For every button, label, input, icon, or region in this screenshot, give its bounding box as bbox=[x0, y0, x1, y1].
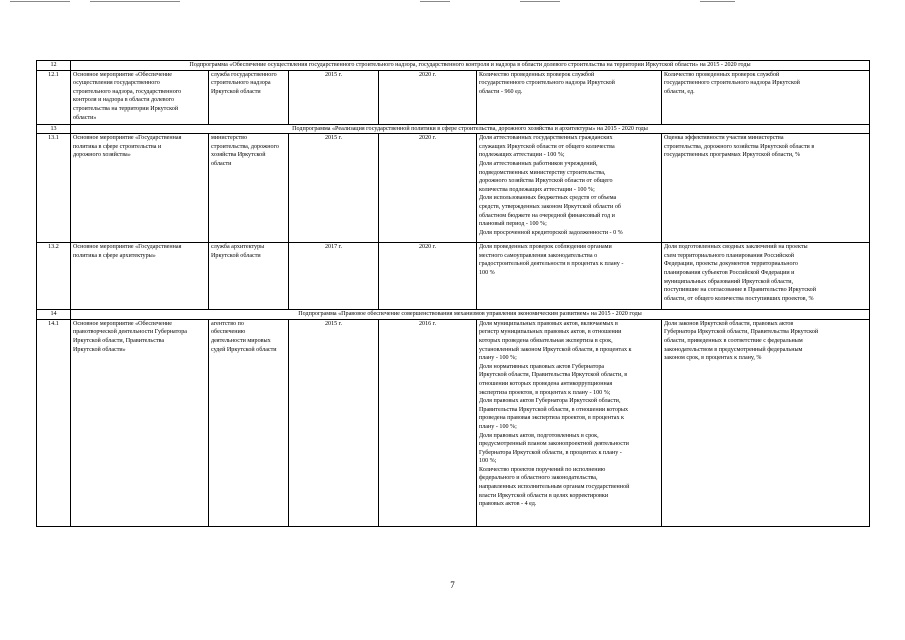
cell-text-line: поступившие на согласование в Правительство Иркутской bbox=[664, 287, 816, 294]
cell-text-line: 100 %; bbox=[479, 458, 497, 465]
cell-text-line: государственного строительного надзора Иркутской bbox=[479, 80, 615, 87]
cell-text-line: строительства, дорожного хозяйства Иркутской области в bbox=[664, 143, 815, 150]
end-year-cell: 2020 г. bbox=[379, 134, 477, 243]
cell-text-line: служба архитектуры bbox=[211, 244, 265, 251]
cell-text-line: направленных исполнительным органам государственной bbox=[479, 484, 630, 491]
cell-text-line: дорожного хозяйства» bbox=[73, 152, 131, 159]
expected-result-cell bbox=[477, 70, 662, 124]
expected-result-cell bbox=[477, 319, 662, 526]
cell-text-line: области» bbox=[73, 114, 97, 121]
cell-text-line: плану - 100 %; bbox=[479, 355, 517, 362]
start-year-cell: 2015 г. bbox=[289, 70, 379, 124]
cell-text-line: экспертиза проектов, в процентах к плану - 100 %; bbox=[479, 389, 611, 396]
row-number: 13.1 bbox=[37, 134, 71, 243]
end-year-cell: 2016 г. bbox=[379, 319, 477, 526]
end-year-cell: 2020 г. bbox=[379, 70, 477, 124]
subprogram-title: Подпрограмма «Правовое обеспечение совершенствования механизмов управления экономическим развитием» на 2015 - 2020 годы bbox=[71, 310, 870, 320]
cell-text-line: Количество проведенных проверок службой bbox=[664, 71, 780, 78]
cell-text-line: Иркутской области bbox=[211, 88, 261, 95]
section-row bbox=[37, 61, 870, 71]
cell-text-line: Доля проведенных проверок соблюдения органами bbox=[479, 244, 612, 251]
cell-text-line: областном бюджете на очередной финансовый год и bbox=[479, 212, 615, 219]
cell-text-line: Доля муниципальных правовых актов, включаемых в bbox=[479, 320, 618, 327]
cell-text-line: Иркутской области, Правительства Иркутской области, в bbox=[479, 372, 628, 379]
cell-text-line: Доля просроченной кредиторской задолженности - 0 % bbox=[479, 229, 623, 236]
cell-text-line: которых проведена обязательная экспертиза в срок, bbox=[479, 337, 613, 344]
executor-cell bbox=[209, 134, 289, 243]
cell-text-line: строительства, дорожного bbox=[211, 143, 279, 150]
cell-text-line: Доля аттестованных государственных гражданских bbox=[479, 135, 613, 142]
cell-text-line: строительного надзора bbox=[211, 80, 271, 87]
cell-text-line: осуществления государственного bbox=[73, 80, 160, 87]
cell-text-line: Доля использованных бюджетных средств от объема bbox=[479, 195, 617, 202]
cell-text-line: Доля правовых актов, подготовленных в срок, bbox=[479, 432, 599, 439]
section-row bbox=[37, 310, 870, 320]
cell-text-line: плановый период - 100 %; bbox=[479, 221, 547, 228]
table-row bbox=[37, 70, 870, 124]
cell-text-line: строительного надзора, государственного bbox=[73, 88, 182, 95]
start-year-cell: 2015 г. bbox=[289, 319, 379, 526]
executor-cell bbox=[209, 243, 289, 310]
cell-text-line: Основное мероприятие «Обеспечение bbox=[73, 71, 172, 78]
cell-text-line: Губернатора Иркутской области, Правительства Иркутской bbox=[664, 329, 819, 336]
cell-text-line: регистр муниципальных правовых актов, в отношении bbox=[479, 329, 622, 336]
cell-text-line: области - 960 ед. bbox=[479, 88, 523, 95]
cell-text-line: области bbox=[211, 160, 232, 167]
row-number: 13.2 bbox=[37, 243, 71, 310]
row-number: 12 bbox=[37, 61, 71, 71]
row-number: 14.1 bbox=[37, 319, 71, 526]
cell-text-line: проведена правовая экспертиза проектов, в процентах к bbox=[479, 415, 624, 422]
cell-text-line: служащих Иркутской области от общего количества bbox=[479, 143, 615, 150]
cell-text-line: Доля аттестованных работников учреждений, bbox=[479, 160, 598, 167]
cell-text-line: законом срок, в процентах к плану, % bbox=[664, 355, 762, 362]
section-row bbox=[37, 124, 870, 134]
expected-result-cell bbox=[477, 243, 662, 310]
table-row bbox=[37, 134, 870, 243]
cell-text-line: Основное мероприятие «Обеспечение bbox=[73, 320, 172, 327]
cell-text-line: строительства на территории Иркутской bbox=[73, 105, 179, 112]
cell-text-line: федерального и областного законодательства, bbox=[479, 475, 598, 482]
executor-cell bbox=[209, 319, 289, 526]
cell-text-line: Губернатора Иркутской области, в процентах к плану - bbox=[479, 449, 622, 456]
cell-text-line: правотворческой деятельности Губернатора bbox=[73, 329, 187, 336]
cell-text-line: установленный законом Иркутской области, в процентах к bbox=[479, 346, 632, 353]
cell-text-line: Доля подготовленных сводных заключений на проекты bbox=[664, 244, 808, 251]
indicator-cell bbox=[662, 134, 870, 243]
cell-text-line: государственного строительного надзора Иркутской bbox=[664, 80, 800, 87]
end-year-cell: 2020 г. bbox=[379, 243, 477, 310]
indicator-cell bbox=[662, 243, 870, 310]
scan-artifact-top bbox=[0, 0, 905, 4]
cell-text-line: судей Иркутской области bbox=[211, 346, 277, 353]
cell-text-line: контроля и надзора в области долевого bbox=[73, 97, 175, 104]
cell-text-line: политика в сфере архитектуры» bbox=[73, 252, 156, 259]
row-number: 13 bbox=[37, 124, 71, 134]
cell-text-line: градостроительной деятельности в процентах к плану - bbox=[479, 261, 624, 268]
activity-name-cell bbox=[71, 70, 209, 124]
subprogram-title: Подпрограмма «Обеспечение осуществления государственного строительного надзора, государственного контроля и надзора в области долевого строительства на территории Иркутской области» на 2015 - 2020 годы bbox=[71, 61, 870, 71]
cell-text-line: Правительства Иркутской области, в отношении которых bbox=[479, 406, 629, 413]
cell-text-line: дорожного хозяйства Иркутской области от общего bbox=[479, 178, 613, 185]
cell-text-line: области, ед. bbox=[664, 88, 695, 95]
start-year-cell: 2015 г. bbox=[289, 134, 379, 243]
cell-text-line: 100 % bbox=[479, 269, 495, 276]
start-year-cell: 2017 г. bbox=[289, 243, 379, 310]
cell-text-line: схем территориального планирования Российской bbox=[664, 252, 795, 259]
page-number: 7 bbox=[450, 580, 455, 590]
cell-text-line: Доля правовых актов Губернатора Иркутской области, bbox=[479, 398, 621, 405]
cell-text-line: Количество проведенных проверок службой bbox=[479, 71, 595, 78]
cell-text-line: Основное мероприятие «Государственная bbox=[73, 244, 182, 251]
cell-text-line: Федерации, проекты документов территориального bbox=[664, 261, 798, 268]
executor-cell bbox=[209, 70, 289, 124]
cell-text-line: Доля законов Иркутской области, правовых актов bbox=[664, 320, 794, 327]
cell-text-line: плану - 100 %; bbox=[479, 423, 517, 430]
cell-text-line: правовых актов - 4 ед. bbox=[479, 501, 537, 508]
program-table bbox=[36, 60, 870, 527]
activity-name-cell bbox=[71, 243, 209, 310]
cell-text-line: средств, утвержденных законом Иркутской области об bbox=[479, 203, 621, 210]
cell-text-line: области, от общего количества поступивших проектов, % bbox=[664, 295, 814, 302]
cell-text-line: местного самоуправления законодательства о bbox=[479, 252, 598, 259]
cell-text-line: Иркутской области bbox=[211, 252, 261, 259]
row-number: 12.1 bbox=[37, 70, 71, 124]
indicator-cell bbox=[662, 319, 870, 526]
cell-text-line: муниципальных образований Иркутской области, bbox=[664, 278, 794, 285]
cell-text-line: государственных программах Иркутской области, % bbox=[664, 152, 801, 159]
cell-text-line: отношении которых проведена антикоррупционная bbox=[479, 380, 613, 387]
cell-text-line: Оценка эффективности участия министерства bbox=[664, 135, 784, 142]
row-number: 14 bbox=[37, 310, 71, 320]
cell-text-line: предусмотренный планом законопроектной деятельности bbox=[479, 441, 629, 448]
cell-text-line: Иркутской области, Правительства bbox=[73, 337, 165, 344]
cell-text-line: Доля нормативных правовых актов Губернатора bbox=[479, 363, 605, 370]
cell-text-line: Количество проектов поручений по исполнению bbox=[479, 466, 606, 473]
activity-name-cell bbox=[71, 134, 209, 243]
cell-text-line: области, приведенных в соответствие с федеральным bbox=[664, 337, 803, 344]
subprogram-title: Подпрограмма «Реализация государственной политики в сфере строительства, дорожного хозяйства и архитектуры» на 2015 - 2020 годы bbox=[71, 124, 870, 134]
table-row bbox=[37, 319, 870, 526]
cell-text-line: Иркутской области» bbox=[73, 346, 126, 353]
cell-text-line: власти Иркутской области в целях корректировки bbox=[479, 492, 609, 499]
cell-text-line: подведомственных министерству строительства, bbox=[479, 169, 606, 176]
cell-text-line: подлежащих аттестации - 100 %; bbox=[479, 152, 565, 159]
cell-text-line: количества подлежащих аттестации - 100 %; bbox=[479, 186, 595, 193]
activity-name-cell bbox=[71, 319, 209, 526]
indicator-cell bbox=[662, 70, 870, 124]
cell-text-line: хозяйства Иркутской bbox=[211, 152, 266, 159]
cell-text-line: планирования субъектов Российской Федерации и bbox=[664, 269, 795, 276]
cell-text-line: политика в сфере строительства и bbox=[73, 143, 162, 150]
table-body bbox=[37, 61, 870, 527]
cell-text-line: законодательством в предусмотренный федеральным bbox=[664, 346, 803, 353]
cell-text-line: Основное мероприятие «Государственная bbox=[73, 135, 182, 142]
cell-text-line: обеспечению bbox=[211, 329, 246, 336]
expected-result-cell bbox=[477, 134, 662, 243]
cell-text-line: деятельности мировых bbox=[211, 337, 271, 344]
cell-text-line: агентство по bbox=[211, 320, 244, 327]
table-row bbox=[37, 243, 870, 310]
cell-text-line: служба государственного bbox=[211, 71, 277, 78]
cell-text-line: министерство bbox=[211, 135, 248, 142]
